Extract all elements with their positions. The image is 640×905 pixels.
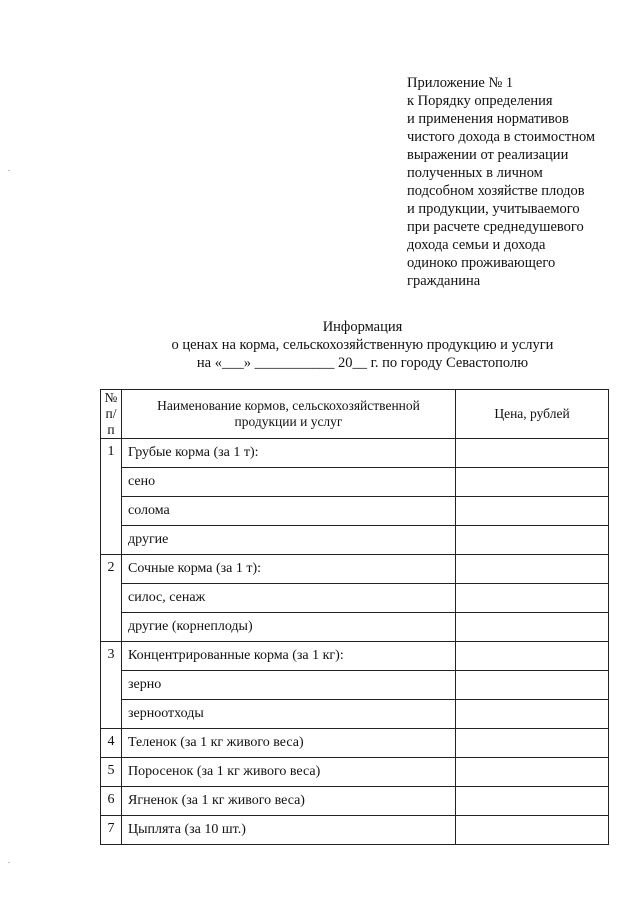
row-number: 4 <box>101 729 122 758</box>
appendix-line: при расчете среднедушевого <box>407 219 584 235</box>
price-cell[interactable] <box>456 497 609 526</box>
item-name: Теленок (за 1 кг живого веса) <box>122 729 456 758</box>
table-row <box>101 439 609 468</box>
table-row <box>101 700 609 729</box>
scan-speck <box>8 170 10 171</box>
date-line: на «___» ___________ 20__ г. по городу Севастополю <box>196 355 529 371</box>
row-number: 3 <box>101 642 122 729</box>
price-cell[interactable] <box>456 526 609 555</box>
item-name: Концентрированные корма (за 1 кг): <box>122 642 456 671</box>
appendix-line: полученных в личном <box>407 165 543 181</box>
appendix-line: одиноко проживающего <box>407 255 556 271</box>
table-row <box>101 613 609 642</box>
item-name: другие (корнеплоды) <box>122 613 456 642</box>
header-number: № п/п <box>101 390 122 439</box>
appendix-line: выражении от реализации <box>407 147 569 163</box>
table-row <box>101 555 609 584</box>
appendix-line: и продукции, учитываемого <box>407 201 580 217</box>
item-name: Грубые корма (за 1 т): <box>122 439 456 468</box>
table-row <box>101 497 609 526</box>
item-name: Поросенок (за 1 кг живого веса) <box>122 758 456 787</box>
table-row <box>101 787 609 816</box>
table-body <box>101 439 609 845</box>
row-number: 6 <box>101 787 122 816</box>
item-name: Ягненок (за 1 кг живого веса) <box>122 787 456 816</box>
appendix-line: Приложение № 1 <box>407 75 514 91</box>
appendix-note <box>407 74 637 290</box>
appendix-line: гражданина <box>407 273 481 289</box>
table-row <box>101 758 609 787</box>
item-name: зерноотходы <box>122 700 456 729</box>
price-cell[interactable] <box>456 584 609 613</box>
table-row <box>101 526 609 555</box>
item-name: Сочные корма (за 1 т): <box>122 555 456 584</box>
row-number: 1 <box>101 439 122 555</box>
price-cell[interactable] <box>456 787 609 816</box>
price-cell[interactable] <box>456 642 609 671</box>
document-title: Информация <box>322 319 403 335</box>
price-cell[interactable] <box>456 671 609 700</box>
price-cell[interactable] <box>456 816 609 845</box>
header-name: Наименование кормов, сельскохозяйственной продукции и услуг <box>122 390 456 439</box>
scan-speck <box>8 862 10 863</box>
price-cell[interactable] <box>456 729 609 758</box>
item-name: зерно <box>122 671 456 700</box>
table-row <box>101 642 609 671</box>
table-row <box>101 671 609 700</box>
row-number: 5 <box>101 758 122 787</box>
table-row <box>101 729 609 758</box>
price-cell[interactable] <box>456 555 609 584</box>
document-heading <box>100 318 625 372</box>
price-cell[interactable] <box>456 468 609 497</box>
price-cell[interactable] <box>456 613 609 642</box>
price-cell[interactable] <box>456 439 609 468</box>
row-number: 2 <box>101 555 122 642</box>
appendix-line: и применения нормативов <box>407 111 569 127</box>
price-cell[interactable] <box>456 700 609 729</box>
item-name: Цыплята (за 10 шт.) <box>122 816 456 845</box>
table-row <box>101 468 609 497</box>
item-name: сено <box>122 468 456 497</box>
appendix-line: дохода семьи и дохода <box>407 237 546 253</box>
price-table <box>100 389 609 845</box>
row-number: 7 <box>101 816 122 845</box>
appendix-line: подсобном хозяйстве плодов <box>407 183 585 199</box>
table-row <box>101 584 609 613</box>
item-name: другие <box>122 526 456 555</box>
header-price: Цена, рублей <box>456 390 609 439</box>
document-subtitle: о ценах на корма, сельскохозяйственную продукцию и услуги <box>171 337 554 353</box>
item-name: солома <box>122 497 456 526</box>
item-name: силос, сенаж <box>122 584 456 613</box>
appendix-line: к Порядку определения <box>407 93 553 109</box>
price-cell[interactable] <box>456 758 609 787</box>
table-header-row <box>101 390 609 439</box>
appendix-line: чистого дохода в стоимостном <box>407 129 596 145</box>
table-row <box>101 816 609 845</box>
